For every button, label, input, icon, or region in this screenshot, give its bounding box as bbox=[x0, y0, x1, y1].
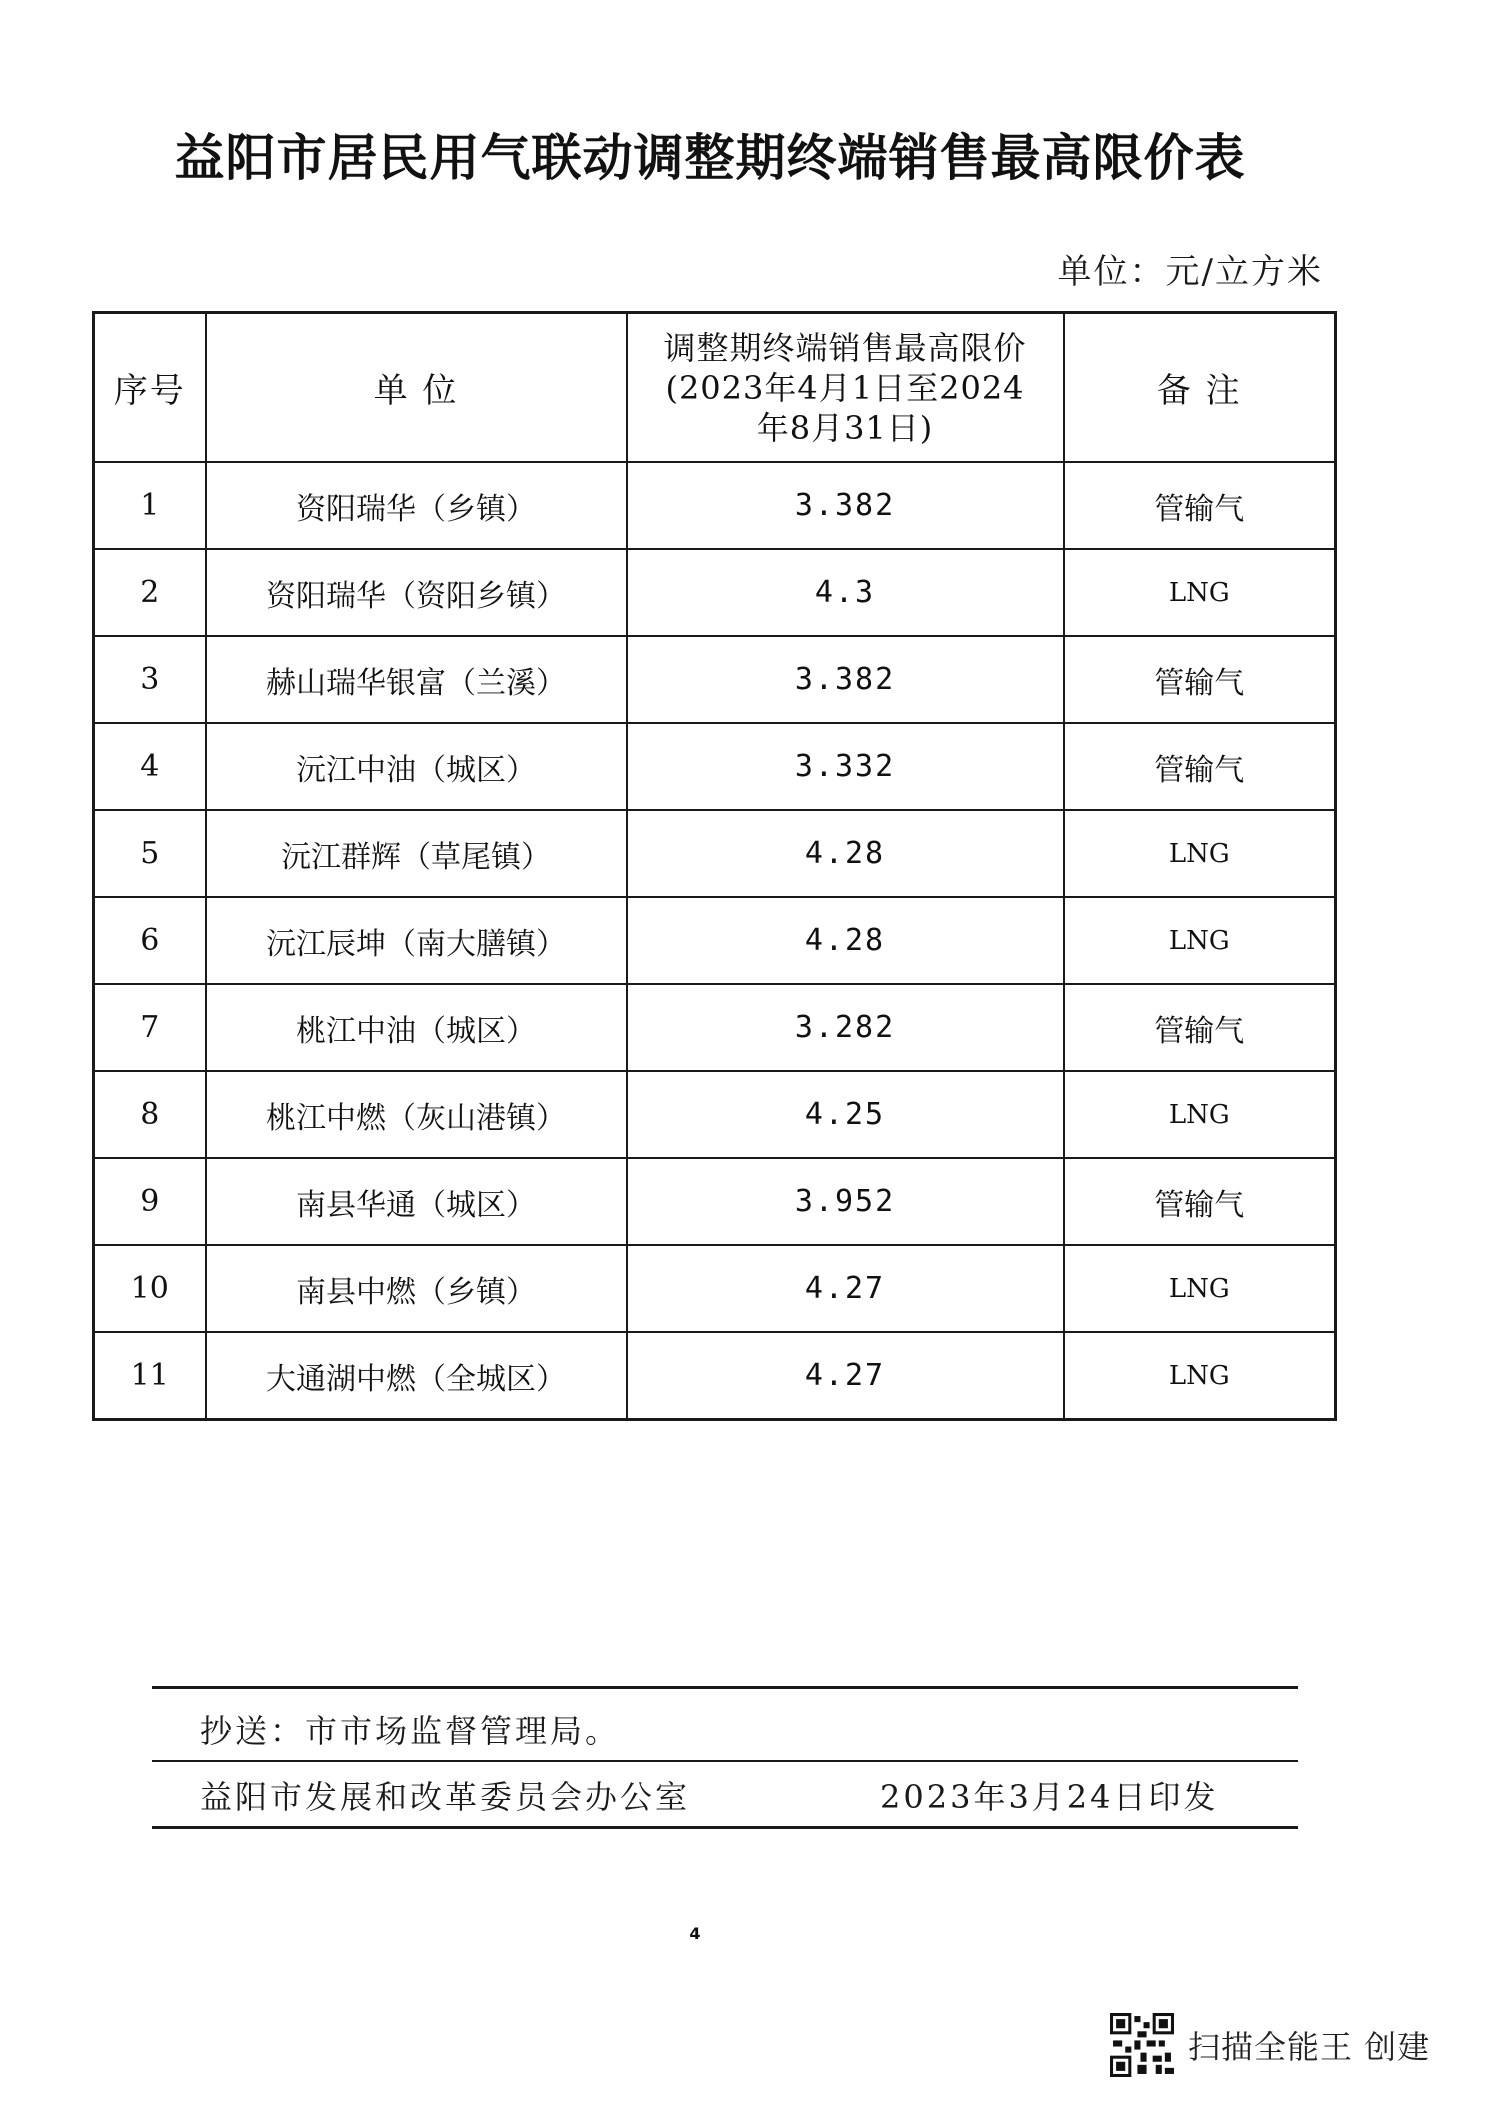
row-price: 4.28 bbox=[627, 810, 1064, 897]
row-price: 4.27 bbox=[627, 1332, 1064, 1420]
issue-date: 2023年3月24日印发 bbox=[880, 1778, 1219, 1816]
row-company: 桃江中燃（灰山港镇） bbox=[206, 1071, 627, 1158]
table-row bbox=[94, 549, 1336, 636]
watermark-text: 扫描全能王 创建 bbox=[1188, 2028, 1431, 2066]
row-note: 管输气 bbox=[1064, 462, 1336, 549]
row-index: 11 bbox=[94, 1332, 206, 1420]
header-price-line-2: (2023年4月1日至2024 bbox=[665, 368, 1025, 407]
table-row bbox=[94, 636, 1336, 723]
row-note: LNG bbox=[1064, 810, 1336, 897]
table-row bbox=[94, 810, 1336, 897]
scanner-watermark bbox=[1110, 2013, 1430, 2077]
table-header-row bbox=[94, 313, 1336, 463]
header-company: 单 位 bbox=[206, 313, 627, 463]
row-company: 桃江中油（城区） bbox=[206, 984, 627, 1071]
price-table bbox=[92, 311, 1337, 1421]
row-note: 管输气 bbox=[1064, 723, 1336, 810]
header-price-line-1: 调整期终端销售最高限价 bbox=[663, 328, 1027, 367]
table-row bbox=[94, 1332, 1336, 1420]
table-row bbox=[94, 984, 1336, 1071]
row-index: 5 bbox=[94, 810, 206, 897]
row-note: LNG bbox=[1064, 1071, 1336, 1158]
footer-divider-bottom bbox=[152, 1826, 1298, 1829]
row-company: 大通湖中燃（全城区） bbox=[206, 1332, 627, 1420]
cc-line: 抄送：市市场监督管理局。 bbox=[200, 1712, 621, 1750]
row-index: 9 bbox=[94, 1158, 206, 1245]
row-index: 4 bbox=[94, 723, 206, 810]
qr-code-icon bbox=[1110, 2013, 1174, 2077]
row-company: 沅江群辉（草尾镇） bbox=[206, 810, 627, 897]
table-row bbox=[94, 1158, 1336, 1245]
row-company: 南县中燃（乡镇） bbox=[206, 1245, 627, 1332]
header-price-line-3: 年8月31日) bbox=[756, 408, 934, 447]
row-note: LNG bbox=[1064, 897, 1336, 984]
row-index: 10 bbox=[94, 1245, 206, 1332]
row-note: 管输气 bbox=[1064, 1158, 1336, 1245]
row-note: 管输气 bbox=[1064, 984, 1336, 1071]
row-price: 3.382 bbox=[627, 636, 1064, 723]
row-index: 2 bbox=[94, 549, 206, 636]
row-price: 4.3 bbox=[627, 549, 1064, 636]
row-price: 4.28 bbox=[627, 897, 1064, 984]
row-note: 管输气 bbox=[1064, 636, 1336, 723]
header-index: 序号 bbox=[94, 313, 206, 463]
table-row bbox=[94, 462, 1336, 549]
row-price: 3.332 bbox=[627, 723, 1064, 810]
row-company: 资阳瑞华（资阳乡镇） bbox=[206, 549, 627, 636]
footer-divider-top bbox=[152, 1686, 1298, 1689]
table-body bbox=[94, 462, 1336, 1420]
row-price: 4.27 bbox=[627, 1245, 1064, 1332]
row-price: 3.382 bbox=[627, 462, 1064, 549]
table-row bbox=[94, 897, 1336, 984]
unit-label: 单位：元/立方米 bbox=[1057, 252, 1323, 292]
table-row bbox=[94, 1245, 1336, 1332]
row-index: 7 bbox=[94, 984, 206, 1071]
footer-divider-middle bbox=[152, 1760, 1298, 1762]
row-index: 1 bbox=[94, 462, 206, 549]
row-price: 3.282 bbox=[627, 984, 1064, 1071]
document-title: 益阳市居民用气联动调整期终端销售最高限价表 bbox=[174, 129, 1246, 187]
row-note: LNG bbox=[1064, 1245, 1336, 1332]
row-company: 资阳瑞华（乡镇） bbox=[206, 462, 627, 549]
row-company: 沅江中油（城区） bbox=[206, 723, 627, 810]
table-row bbox=[94, 1071, 1336, 1158]
issuer: 益阳市发展和改革委员会办公室 bbox=[200, 1778, 691, 1816]
row-index: 6 bbox=[94, 897, 206, 984]
row-company: 南县华通（城区） bbox=[206, 1158, 627, 1245]
page-number: 4 bbox=[689, 1924, 701, 1943]
row-note: LNG bbox=[1064, 549, 1336, 636]
header-price bbox=[627, 313, 1064, 463]
table-row bbox=[94, 723, 1336, 810]
row-price: 3.952 bbox=[627, 1158, 1064, 1245]
row-price: 4.25 bbox=[627, 1071, 1064, 1158]
header-note: 备 注 bbox=[1064, 313, 1336, 463]
row-company: 沅江辰坤（南大膳镇） bbox=[206, 897, 627, 984]
row-index: 3 bbox=[94, 636, 206, 723]
row-note: LNG bbox=[1064, 1332, 1336, 1420]
row-company: 赫山瑞华银富（兰溪） bbox=[206, 636, 627, 723]
row-index: 8 bbox=[94, 1071, 206, 1158]
